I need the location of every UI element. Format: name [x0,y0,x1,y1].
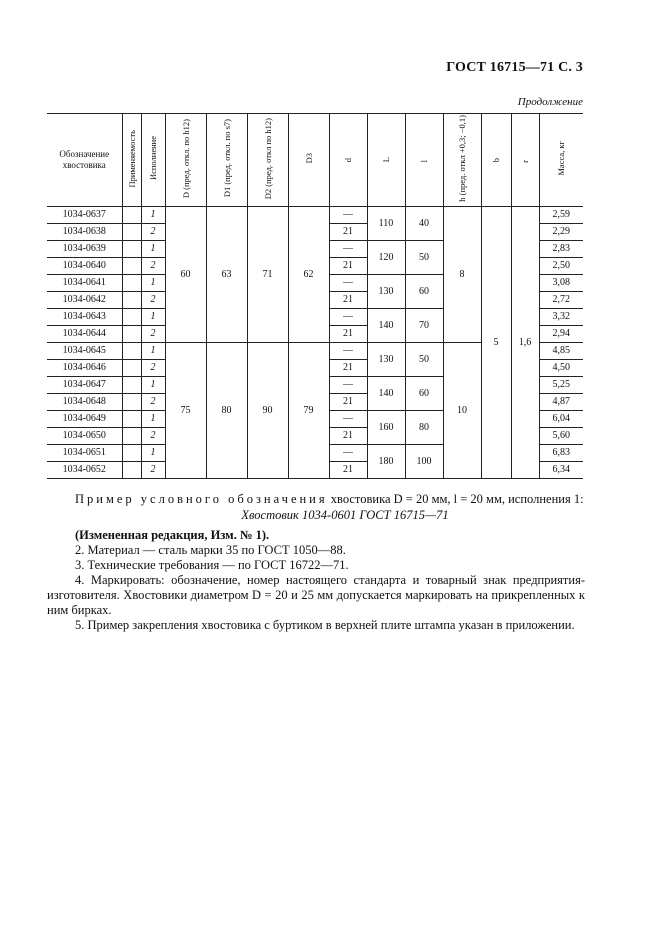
variant-cell: 2 [141,360,165,377]
L-cell: 110 [367,207,405,241]
col-header-label: d [343,158,353,163]
D2-cell: 90 [247,343,288,479]
d-cell: — [329,309,367,326]
mass-cell: 2,94 [539,326,583,343]
designation-cell: 1034-0645 [47,343,122,360]
designation-cell: 1034-0649 [47,411,122,428]
designation-cell: 1034-0639 [47,241,122,258]
designation-cell: 1034-0648 [47,394,122,411]
page-header: ГОСТ 16715—71 С. 3 [446,60,583,75]
mass-cell: 3,08 [539,275,583,292]
mass-cell: 6,34 [539,462,583,479]
table-header [47,114,583,207]
d-cell: — [329,207,367,224]
designation-cell: 1034-0644 [47,326,122,343]
d-cell: — [329,241,367,258]
D-cell: 60 [165,207,206,343]
b-cell: 5 [481,207,511,479]
D-cell: 75 [165,343,206,479]
L-cell: 140 [367,377,405,411]
designation-example [75,492,585,507]
applicability-cell [122,462,141,479]
applicability-cell [122,224,141,241]
col-header-label: D1 (пред. откл. по s7) [221,119,232,198]
l-cell: 50 [405,241,443,275]
applicability-cell [122,394,141,411]
L-cell: 140 [367,309,405,343]
designation-cell: 1034-0650 [47,428,122,445]
mass-cell: 6,04 [539,411,583,428]
mass-cell: 2,59 [539,207,583,224]
d-cell: — [329,445,367,462]
col-header-L [367,114,405,207]
designation-cell: 1034-0641 [47,275,122,292]
mass-cell: 2,72 [539,292,583,309]
mass-cell: 5,60 [539,428,583,445]
designation-cell: 1034-0638 [47,224,122,241]
d-cell: 21 [329,326,367,343]
D3-cell: 62 [288,207,329,343]
col-header-designation: Обозначение хвостовика [47,114,122,207]
designation-cell: 1034-0651 [47,445,122,462]
l-cell: 70 [405,309,443,343]
col-header-mass [539,114,583,207]
example-label: Пример условного обозначения [75,492,328,506]
example-designation: Хвостовик 1034-0601 ГОСТ 16715—71 [241,508,449,522]
col-header-label: r [520,159,530,163]
table-body [47,207,583,479]
note-tech-requirements: 3. Технические требования — по ГОСТ 16722—71. [75,558,349,572]
variant-cell: 1 [141,309,165,326]
D1-cell: 63 [206,207,247,343]
h-cell: 8 [443,207,481,343]
variant-cell: 2 [141,428,165,445]
applicability-cell [122,428,141,445]
variant-cell: 2 [141,292,165,309]
col-header-b [481,114,511,207]
mass-cell: 5,25 [539,377,583,394]
col-header-h [443,114,481,207]
d-cell: 21 [329,224,367,241]
designation-cell: 1034-0640 [47,258,122,275]
mass-cell: 3,32 [539,309,583,326]
col-header-label: D3 [303,153,314,164]
applicability-cell [122,445,141,462]
variant-cell: 1 [141,275,165,292]
d-cell: 21 [329,428,367,445]
col-header-D3 [288,114,329,207]
d-cell: 21 [329,360,367,377]
L-cell: 130 [367,343,405,377]
d-cell: 21 [329,292,367,309]
l-cell: 60 [405,377,443,411]
col-header-d [329,114,367,207]
designation-cell: 1034-0642 [47,292,122,309]
D1-cell: 80 [206,343,247,479]
col-header-label: Применяемость [126,129,137,188]
header-row [47,114,583,207]
applicability-cell [122,343,141,360]
L-cell: 130 [367,275,405,309]
mass-cell: 2,50 [539,258,583,275]
col-header-label: L [381,157,391,163]
applicability-cell [122,411,141,428]
h-cell: 10 [443,343,481,479]
designation-cell: 1034-0647 [47,377,122,394]
applicability-cell [122,258,141,275]
variant-cell: 2 [141,394,165,411]
designation-cell: 1034-0643 [47,309,122,326]
l-cell: 100 [405,445,443,479]
dimensions-table [47,113,583,479]
continuation-label: Продолжение [517,96,583,108]
d-cell: — [329,343,367,360]
mass-cell: 4,87 [539,394,583,411]
applicability-cell [122,241,141,258]
applicability-cell [122,292,141,309]
col-header-label: b [491,158,501,163]
D3-cell: 79 [288,343,329,479]
col-header-variant [141,114,165,207]
variant-cell: 2 [141,462,165,479]
d-cell: — [329,411,367,428]
designation-cell: 1034-0652 [47,462,122,479]
D2-cell: 71 [247,207,288,343]
variant-cell: 1 [141,445,165,462]
applicability-cell [122,207,141,224]
L-cell: 120 [367,241,405,275]
d-cell: 21 [329,394,367,411]
l-cell: 40 [405,207,443,241]
variant-cell: 2 [141,224,165,241]
designation-cell: 1034-0646 [47,360,122,377]
col-header-label: Исполнение [148,136,158,181]
mass-cell: 4,50 [539,360,583,377]
applicability-cell [122,309,141,326]
mass-cell: 2,83 [539,241,583,258]
applicability-cell [122,326,141,343]
col-header-applicability [122,114,141,207]
L-cell: 160 [367,411,405,445]
col-header-D2 [247,114,288,207]
l-cell: 60 [405,275,443,309]
d-cell: 21 [329,258,367,275]
notes-section [47,492,585,633]
mass-cell: 4,85 [539,343,583,360]
designation-cell: 1034-0637 [47,207,122,224]
variant-cell: 2 [141,258,165,275]
l-cell: 80 [405,411,443,445]
variant-cell: 1 [141,377,165,394]
applicability-cell [122,377,141,394]
mass-cell: 6,83 [539,445,583,462]
col-header-label: l [419,160,429,163]
col-header-D1 [206,114,247,207]
example-text: хвостовика D = 20 мм, l = 20 мм, исполнения 1: [330,492,584,506]
l-cell: 50 [405,343,443,377]
d-cell: — [329,275,367,292]
variant-cell: 1 [141,411,165,428]
note-material: 2. Материал — сталь марки 35 по ГОСТ 1050—88. [75,543,346,557]
r-cell: 1,6 [511,207,539,479]
amendment-note: (Измененная редакция, Изм. № 1). [75,528,270,542]
applicability-cell [122,360,141,377]
col-header-label: D2 (пред. откл по h12) [262,117,273,200]
col-header-label: D (пред. откл. по h12) [180,118,191,199]
variant-cell: 1 [141,207,165,224]
variant-cell: 1 [141,241,165,258]
table-row [47,207,583,224]
col-header-D [165,114,206,207]
col-header-r [511,114,539,207]
note-marking: 4. Маркировать: обозначение, номер настоящего стандарта и товарный знак предприятия-изготовителя. Хвостовики диаметром D = 20 и 25 мм допускается маркировать на прикрепленных к ним бирках. [47,573,585,617]
variant-cell: 1 [141,343,165,360]
mass-cell: 2,29 [539,224,583,241]
note-fastening-example: 5. Пример закрепления хвостовика с буртиком в верхней плите штампа указан в приложении. [75,618,575,632]
L-cell: 180 [367,445,405,479]
col-header-label: Масса, кг [556,141,567,176]
applicability-cell [122,275,141,292]
d-cell: 21 [329,462,367,479]
d-cell: — [329,377,367,394]
variant-cell: 2 [141,326,165,343]
col-header-label: h (пред. откл +0,3; −0,1) [457,115,467,202]
col-header-l [405,114,443,207]
